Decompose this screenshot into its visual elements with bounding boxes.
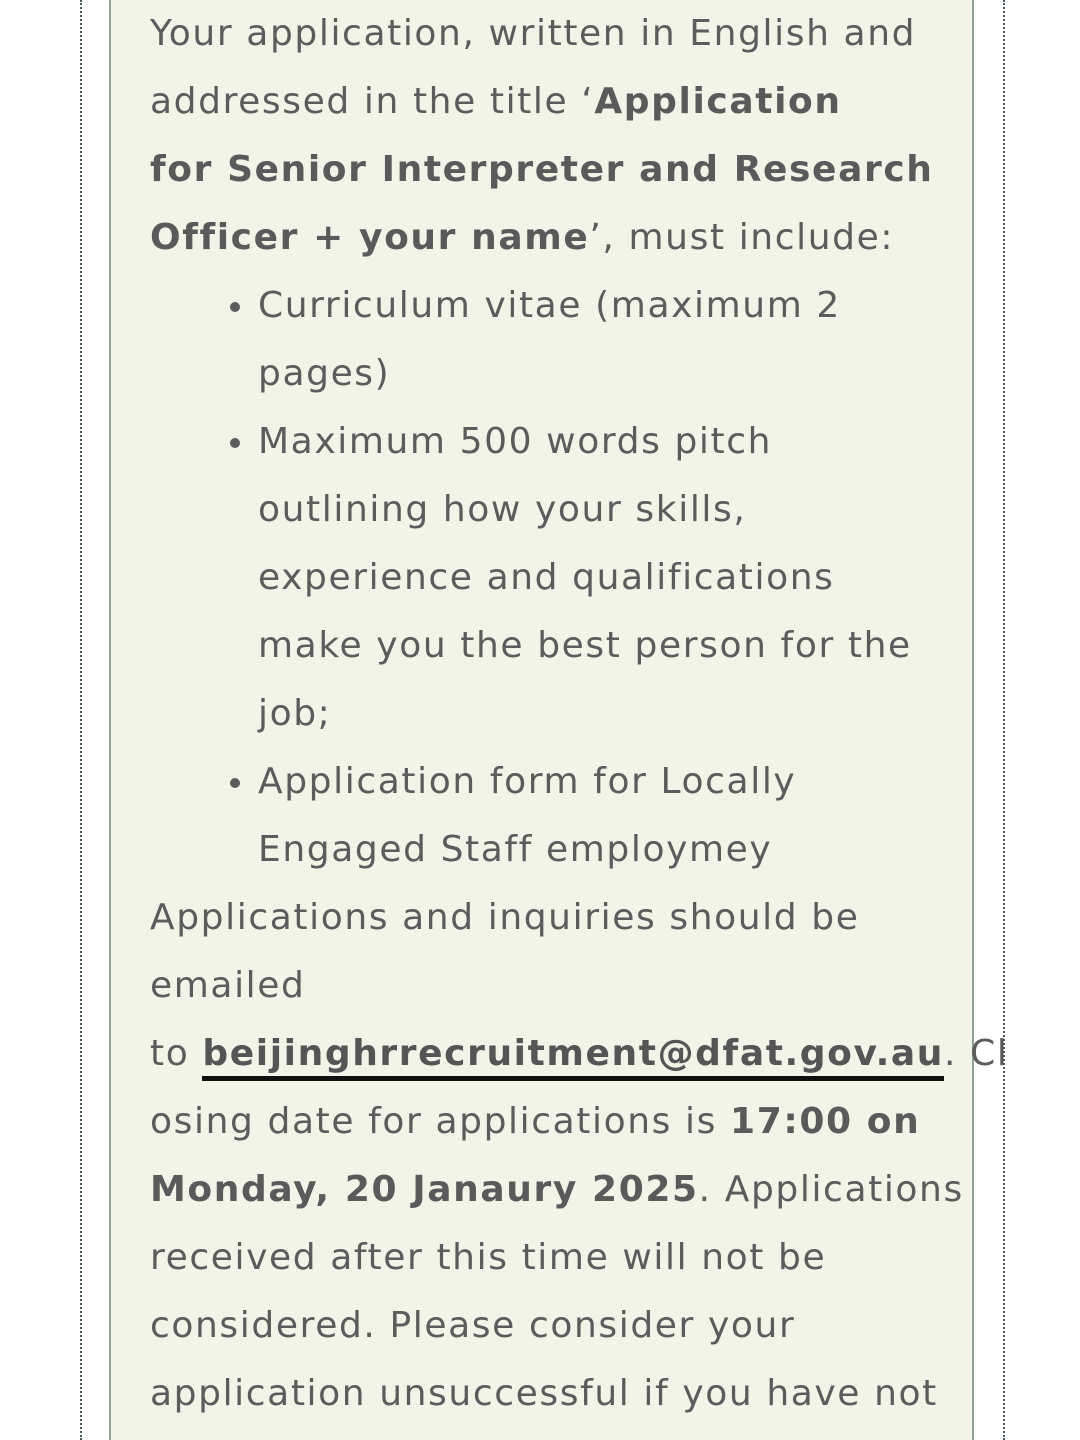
page-border-left [80, 0, 82, 1440]
closing-line-1 [150, 1088, 950, 1156]
list-item-cv [150, 272, 950, 340]
contact-line-1: Applications and inquiries should be [150, 897, 860, 938]
list-item-form [150, 748, 950, 816]
list-item-cv-line-2: pages) [258, 353, 391, 394]
closing-date: Monday, 20 Janaury 2025 [150, 1169, 699, 1210]
list-item-pitch-line-1: Maximum 500 words pitch [258, 421, 773, 462]
list-item-form-cont [150, 816, 950, 884]
list-item-pitch-cont [150, 680, 950, 748]
contact-after-email: . Cl [944, 1033, 1009, 1074]
contact-line-2: emailed [150, 965, 306, 1006]
list-item-form-line-1: Application form for Locally [258, 761, 797, 802]
list-item-pitch-cont [150, 476, 950, 544]
closing-line-2 [150, 1156, 964, 1224]
bullet-icon [230, 438, 240, 448]
intro-line-4 [150, 204, 950, 272]
contact-to-prefix: to [150, 1033, 203, 1074]
intro-line-2 [150, 68, 950, 136]
closing-line-2-text: . Applications [698, 1169, 964, 1210]
page-border-right [1003, 0, 1005, 1440]
list-item-pitch-cont [150, 544, 950, 612]
list-item-form-line-2: Engaged Staff employmey [258, 829, 773, 870]
closing-time: 17:00 on [730, 1101, 921, 1142]
list-item-pitch-line-5: job; [258, 693, 332, 734]
closing-line-4: considered. Please consider your [150, 1305, 796, 1346]
intro-line-1: Your application, written in English and [150, 13, 917, 54]
intro-line-4-text: ’, must include: [589, 217, 895, 258]
list-item-pitch [150, 408, 950, 476]
contact-line-3 [150, 1020, 1009, 1088]
bullet-icon [230, 302, 240, 312]
closing-text: osing date for applications is [150, 1101, 731, 1142]
list-item-cv-line-1: Curriculum vitae (maximum 2 [258, 285, 841, 326]
bullet-icon [230, 778, 240, 788]
list-item-pitch-line-3: experience and qualifications [258, 557, 835, 598]
email-link[interactable]: beijinghrrecruitment@dfat.gov.au [202, 1033, 944, 1081]
job-application-text [150, 0, 1009, 1428]
application-title-part-3: Officer + your name [150, 217, 590, 258]
list-item-pitch-line-4: make you the best person for the [258, 625, 912, 666]
list-item-pitch-cont [150, 612, 950, 680]
intro-line-3 [150, 136, 950, 204]
requirements-list [150, 272, 950, 884]
intro-line-2-text: addressed in the title ‘ [150, 81, 595, 122]
closing-line-5: application unsuccessful if you have not [150, 1373, 938, 1414]
closing-line-3: received after this time will not be [150, 1237, 827, 1278]
application-title-part-2: for Senior Interpreter and Research [150, 149, 934, 190]
application-title-part-1: Application [594, 81, 842, 122]
list-item-pitch-line-2: outlining how your skills, [258, 489, 747, 530]
list-item-cv-cont [150, 340, 950, 408]
